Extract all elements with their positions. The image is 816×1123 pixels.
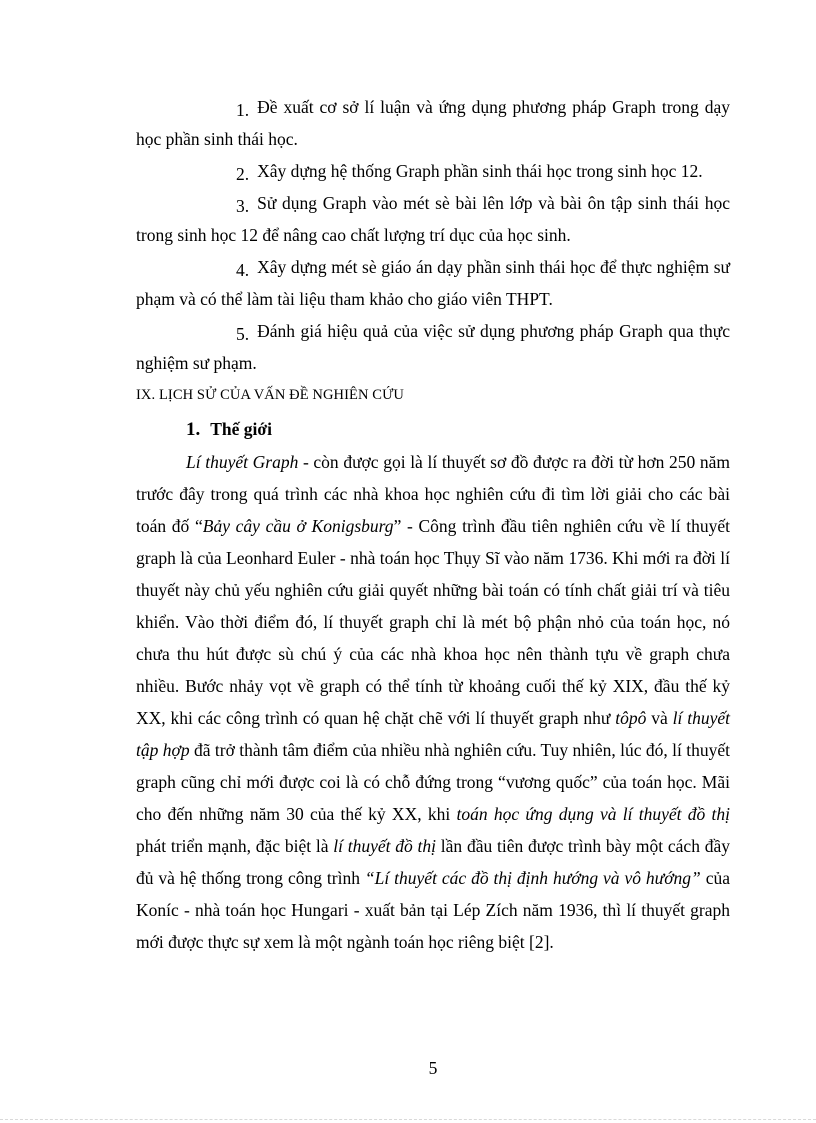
- list-text: Sử dụng Graph vào mét sè bài lên lớp và bài ôn tập sinh thái học trong sinh học 12 để nâng cao chất lượng trí dục của học sinh.: [136, 193, 730, 245]
- body-text-italic: toán học ứng dụng và lí thuyết đồ thị: [456, 804, 731, 824]
- list-item: [136, 91, 730, 155]
- list-item: [136, 315, 730, 379]
- list-number: 1.: [236, 100, 250, 120]
- body-text: lần đầu tiên được trình bày một cách đầy đủ và hệ thống trong công trình: [136, 836, 730, 888]
- body-text: - còn được gọi là lí thuyết sơ đồ được ra đời từ hơn 250 năm trước đây trong quá trình các nhà khoa học nghiên cứu đi tìm lời giải cho các bài toán đố “: [136, 452, 730, 536]
- body-text: và: [646, 708, 673, 728]
- body-paragraph: [136, 446, 730, 958]
- list-text: Đánh giá hiệu quả của việc sử dụng phương pháp Graph qua thực nghiệm sư phạm.: [136, 321, 730, 373]
- body-text-italic: tôpô: [615, 708, 647, 728]
- section-heading: IX. LỊCH SỬ CỦA VẤN ĐỀ NGHIÊN CỨU: [136, 387, 405, 403]
- body-text-italic: “Lí thuyết các đồ thị định hướng và vô hướng”: [364, 868, 701, 888]
- list-text: Xây dựng hệ thống Graph phần sinh thái học trong sinh học 12.: [257, 161, 703, 181]
- subsection-title: Thế giới: [210, 419, 272, 439]
- list-item: [136, 251, 730, 315]
- list-number: 4.: [236, 260, 250, 280]
- list-item: [136, 187, 730, 251]
- body-text-italic: Bảy cây cầu ở Konigsburg: [202, 516, 394, 536]
- subsection-heading: [136, 413, 730, 446]
- objectives-list: [136, 91, 730, 958]
- body-text: phát triển mạnh, đặc biệt là: [136, 836, 334, 856]
- body-text: ” - Công trình đầu tiên nghiên cứu về lí thuyết graph là của Leonhard Euler - nhà toán học Thụy Sĩ vào năm 1736. Khi mới ra đời lí thuyết này chủ yếu nghiên cứu giải quyết những bài toán có tính chất giải trí và tiêu khiển. Vào thời điểm đó, lí thuyết graph chỉ là mét bộ phận nhỏ của toán học, nó chưa thu hút được sù chú ý của các nhà khoa học nên thành tựu về graph chưa nhiều. Bước nhảy vọt về graph có thể tính từ khoảng cuối thế kỷ XIX, đầu thế kỷ XX, khi các công trình có quan hệ chặt chẽ với lí thuyết graph như: [136, 516, 730, 728]
- body-text: đã trở thành tâm điểm của nhiều nhà nghiên cứu. Tuy nhiên, lúc đó, lí thuyết graph cũng chỉ mới được coi là có chỗ đứng trong “vương quốc” của toán học. Mãi cho đến những năm 30 của thế kỷ XX, khi: [136, 740, 730, 824]
- body-text-italic: lí thuyết đồ thị: [333, 836, 437, 856]
- list-number: 5.: [236, 324, 250, 344]
- list-number: 3.: [236, 196, 250, 216]
- body-text: của Koníc - nhà toán học Hungari - xuất bản tại Lép Zích năm 1936, thì lí thuyết graph mới được thực sự xem là một ngành toán học riêng biệt [2].: [136, 868, 730, 952]
- body-text-italic: lí thuyết tập hợp: [136, 708, 731, 760]
- list-item: [136, 155, 730, 187]
- body-text-italic: Lí thuyết Graph: [186, 452, 299, 472]
- list-text: Xây dựng mét sè giáo án dạy phần sinh thái học để thực nghiệm sư phạm và có thể làm tài liệu tham khảo cho giáo viên THPT.: [136, 257, 730, 309]
- list-number: 2.: [236, 164, 250, 184]
- subsection-number: 1.: [186, 419, 201, 440]
- page-number: 5: [428, 1058, 438, 1078]
- page-bottom-divider: [0, 1119, 816, 1120]
- list-text: Đề xuất cơ sở lí luận và ứng dụng phương pháp Graph trong dạy học phần sinh thái học.: [136, 97, 730, 149]
